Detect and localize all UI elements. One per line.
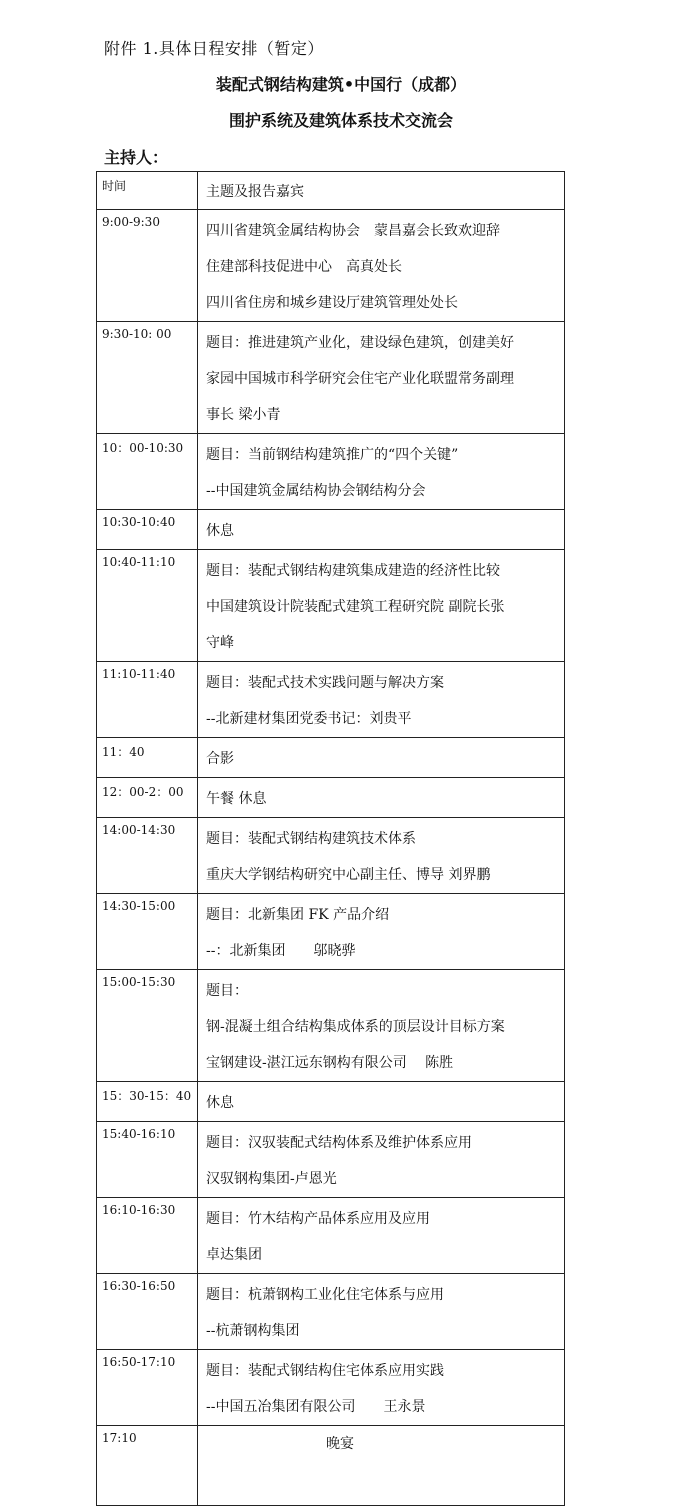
table-row [97, 894, 565, 970]
row-content-line: 题目：推进建筑产业化，建设绿色建筑，创建美好 [206, 335, 514, 351]
row-content-line: --杭萧钢构集团 [206, 1323, 300, 1339]
row-content-line: --中国建筑金属结构协会钢结构分会 [206, 483, 426, 499]
row-time: 10：00-10:30 [97, 434, 198, 510]
header-time: 时间 [97, 172, 198, 210]
row-content-line: --北新建材集团党委书记：刘贵平 [206, 711, 412, 727]
row-time: 11：40 [97, 738, 198, 778]
row-content [198, 1274, 565, 1350]
row-time: 12：00-2：00 [97, 778, 198, 818]
row-content-line: 宝钢建设-湛江远东钢构有限公司 陈胜 [206, 1055, 454, 1071]
table-row [97, 662, 565, 738]
row-content-line: 守峰 [206, 635, 234, 651]
table-row [97, 818, 565, 894]
row-content-line: 题目：汉驭装配式结构体系及维护体系应用 [206, 1135, 472, 1151]
dinner-text: 晚宴 [326, 1436, 354, 1452]
row-content-line: 题目：装配式钢结构住宅体系应用实践 [206, 1363, 444, 1379]
row-content [198, 550, 565, 662]
schedule-table [96, 171, 565, 1506]
row-content [198, 1198, 565, 1274]
annex-title: 附件 1.具体日程安排（暂定） [104, 39, 324, 58]
table-row [97, 510, 565, 550]
row-content-line: 题目： [206, 983, 248, 999]
row-content-line: 休息 [206, 1095, 234, 1111]
row-content-line: 事长 梁小青 [206, 407, 281, 423]
row-time: 15:00-15:30 [97, 970, 198, 1082]
row-content-line: 题目：当前钢结构建筑推广的“四个关键” [206, 447, 459, 463]
row-time: 15:40-16:10 [97, 1122, 198, 1198]
row-content-line: 合影 [206, 751, 234, 767]
table-row [97, 1122, 565, 1198]
row-content [198, 778, 565, 818]
table-row [97, 970, 565, 1082]
row-content [198, 510, 565, 550]
row-content-line: 住建部科技促进中心 高真处长 [206, 259, 402, 275]
row-content-line: 四川省住房和城乡建设厅建筑管理处处长 [206, 295, 458, 311]
row-content-line: 题目：装配式技术实践问题与解决方案 [206, 675, 444, 691]
row-time: 16:50-17:10 [97, 1350, 198, 1426]
row-time: 14:00-14:30 [97, 818, 198, 894]
row-content-line: 题目：杭萧钢构工业化住宅体系与应用 [206, 1287, 444, 1303]
row-content-line: 四川省建筑金属结构协会 蒙昌嘉会长致欢迎辞 [206, 223, 500, 239]
row-content-line: 中国建筑设计院装配式建筑工程研究院 副院长张 [206, 599, 505, 615]
row-content [198, 894, 565, 970]
row-content [198, 434, 565, 510]
table-row [97, 322, 565, 434]
row-content-line: 重庆大学钢结构研究中心副主任、博导 刘界鹏 [206, 867, 491, 883]
row-time: 14:30-15:00 [97, 894, 198, 970]
table-row [97, 778, 565, 818]
row-content-line: 午餐 休息 [206, 791, 267, 807]
table-row [97, 434, 565, 510]
row-content-line: 题目：竹木结构产品体系应用及应用 [206, 1211, 430, 1227]
table-row [97, 738, 565, 778]
event-title: 装配式钢结构建筑•中国行（成都） [215, 75, 467, 94]
row-content-line: 题目：北新集团 FK 产品介绍 [206, 907, 390, 923]
table-header-row [97, 172, 565, 210]
row-time: 9:30-10: 00 [97, 322, 198, 434]
table-row [97, 1350, 565, 1426]
row-time: 10:30-10:40 [97, 510, 198, 550]
row-time: 11:10-11:40 [97, 662, 198, 738]
header-content [198, 172, 565, 210]
row-content [198, 1122, 565, 1198]
table-row-dinner [97, 1426, 565, 1506]
row-content-line: 卓达集团 [206, 1247, 262, 1263]
table-row [97, 1274, 565, 1350]
row-content [198, 1426, 565, 1506]
row-time: 16:10-16:30 [97, 1198, 198, 1274]
row-content-line: --中国五冶集团有限公司 王永景 [206, 1399, 426, 1415]
row-content [198, 818, 565, 894]
row-time: 15：30-15：40 [97, 1082, 198, 1122]
row-content-line: 题目：装配式钢结构建筑技术体系 [206, 831, 416, 847]
row-content [198, 322, 565, 434]
row-content [198, 1082, 565, 1122]
row-content [198, 970, 565, 1082]
row-content-line: 家园中国城市科学研究会住宅产业化联盟常务副理 [206, 371, 514, 387]
row-time: 10:40-11:10 [97, 550, 198, 662]
table-row [97, 550, 565, 662]
table-row [97, 1082, 565, 1122]
row-content-line: 钢-混凝土组合结构集成体系的顶层设计目标方案 [206, 1019, 505, 1035]
row-content-line: 题目：装配式钢结构建筑集成建造的经济性比较 [206, 563, 500, 579]
header-content-text: 主题及报告嘉宾 [206, 184, 304, 200]
row-time: 16:30-16:50 [97, 1274, 198, 1350]
row-content [198, 662, 565, 738]
table-row [97, 1198, 565, 1274]
row-content [198, 738, 565, 778]
row-content-line: --：北新集团 邬晓骅 [206, 943, 356, 959]
row-content-line: 汉驭钢构集团-卢恩光 [206, 1171, 337, 1187]
row-content [198, 210, 565, 322]
event-subtitle: 围护系统及建筑体系技术交流会 [228, 111, 453, 130]
row-time: 9:00-9:30 [97, 210, 198, 322]
row-time: 17:10 [97, 1426, 198, 1506]
row-content [198, 1350, 565, 1426]
host-label: 主持人： [104, 148, 169, 167]
table-row [97, 210, 565, 322]
row-content-line: 休息 [206, 523, 234, 539]
